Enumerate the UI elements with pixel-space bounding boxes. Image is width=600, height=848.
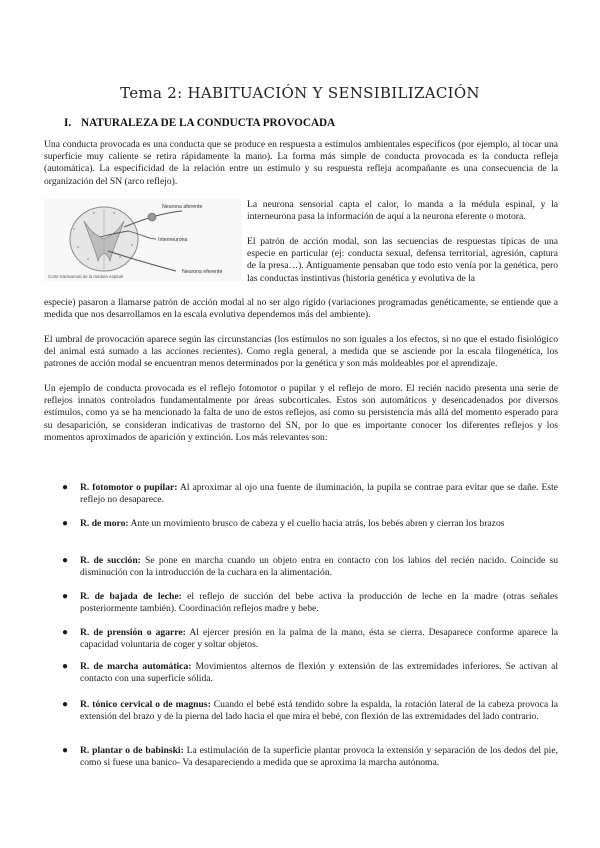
- reflex-description: Ante un movimiento brusco de cabeza y el cuello hacia atrás, los bebés abren y cierran los brazos: [128, 518, 505, 529]
- reflex-description: Movimientos alternos de flexión y extensión de las extremidades inferiores. Se activan al contacto con una superficie sólida.: [80, 661, 558, 685]
- dorsal-root-ganglion: [148, 213, 156, 221]
- list-item: [62, 699, 558, 724]
- bullet: ●: [62, 591, 69, 602]
- spinal-cord-reflex-arc-figure: [44, 199, 242, 281]
- reflex-name: R. de succión:: [80, 555, 141, 566]
- reflex-description: La estimulación de la superficie plantar provoca la extensión y separación de los dedos del pie, como si fuese una banico- Va desapareciendo a medida que se aproxima la marcha autónoma.: [80, 745, 558, 769]
- reflex-name: R. tónico cervical o de magnus:: [80, 699, 211, 710]
- list-item: [62, 745, 558, 770]
- bullet: ●: [62, 745, 69, 756]
- page-title: Tema 2: HABITUACIÓN Y SENSIBILIZACIÓN: [120, 84, 480, 102]
- paragraph-3-part-a: El patrón de acción modal, son las secuencias de respuestas típicas de una especie en particular (ej: conducta sexual, defensa territorial, agresión, captura de la presa…). Antiguamente pensaban que todo esto venía por la genética, pero las conductas instintivas (historia genética y evolutiva de la: [247, 236, 558, 284]
- reflex-name: R. plantar o de babinski:: [80, 745, 184, 756]
- label-interneuron: Interneurona: [158, 237, 188, 243]
- bullet: ●: [62, 627, 69, 638]
- label-efferent: Neurona eferente: [182, 269, 223, 275]
- bullet: ●: [62, 555, 69, 566]
- reflex-description: Al aproximar al ojo una fuente de iluminación, la pupila se contrae para evitar que se dañe. Este reflejo no desaparece.: [80, 482, 558, 506]
- reflex-description: Al ejercer presión en la palma de la mano, ésta se cierra. Desaparece conforme aparece la capacidad voluntaria de coger y soltar objetos.: [80, 627, 558, 651]
- reflex-name: R. de marcha automática:: [80, 661, 192, 672]
- list-item: [62, 627, 558, 652]
- list-item: [62, 482, 558, 507]
- paragraph-2: La neurona sensorial capta el calor, lo manda a la médula espinal, y la interneurona pasa la información de aquí a la neurona eferente o motora.: [247, 199, 558, 223]
- reflex-description: el reflejo de succión del bebe activa la producción de leche en la madre (otras señales posteriormente también). Coordinación reflejos madre y bebe.: [80, 591, 558, 615]
- label-afferent: Neurona aferente: [162, 204, 203, 210]
- reflex-name: R. de prensión o agarre:: [80, 627, 186, 638]
- bullet: ●: [62, 699, 69, 710]
- section-title: NATURALEZA DE LA CONDUCTA PROVOCADA: [81, 117, 336, 129]
- paragraph-5: Un ejemplo de conducta provocada es el reflejo fotomotor o pupilar y el reflejo de moro. El recién nacido presenta una serie de reflejos innatos controlados fundamentalmente por áreas subcorticales. Estos son automáticos y desencadenados por diversos estímulos, como ya se ha mencionado la falta de uno de estos reflejos, así como su persistencia más allá del momento esperado para su desaparición, se consideran indicativas de trastorno del SN, por lo que es importante conocer los diferentes reflejos y los momentos aproximados de aparición y extinción. Los más relevantes son:: [44, 383, 558, 443]
- paragraph-3-part-b: especie) pasaron a llamarse patrón de acción modal al no ser algo rígido (variaciones programadas genéticamente, se entiende que a medida que nos desarrollamos en la escala evolutiva dependemos más del ambiente).: [44, 297, 558, 321]
- paragraph-4: El umbral de provocación aparece según las circunstancias (los estímulos no son iguales a los efectos, si no que el estado fisiológico del animal está sumado a las acciones recientes). Como regla general, a medida que se asciende por la escala filogenética, los patrones de acción modal se encuentran menos determinados por la genética y son más moldeables por el aprendizaje.: [44, 334, 558, 370]
- reflex-description: Cuando el bebé está tendido sobre la espalda, la rotación lateral de la cabeza provoca la extensión del brazo y de la pierna del lado hacia el que mira el bebé, con flexión de las extremidades del lado contrario.: [80, 699, 558, 723]
- reflex-name: R. de bajada de leche:: [80, 591, 182, 602]
- reflex-description: Se pone en marcha cuando un objeto entra en contacto con los labios del recién nacido. Coincide su disminución con la introducción de la cuchara en la alimentación.: [80, 555, 558, 579]
- list-item: [62, 518, 558, 530]
- bullet: ●: [62, 661, 69, 672]
- paragraph-1: Una conducta provocada es una conducta que se produce en respuesta a estímulos ambientales específicos (por ejemplo, al tocar una superficie muy caliente se retira rápidamente la mano). La forma más simple de conducta provocada es la conducta refleja (automática). La especificidad de la relación entre un estímulo y su respuesta refleja acompañante es una consecuencia de la organización del SN (arco reflejo).: [44, 139, 558, 187]
- bullet: ●: [62, 518, 69, 529]
- section-heading: [64, 117, 335, 129]
- list-item: [62, 591, 558, 616]
- figure-caption: Corte transversal de la médula espinal: [48, 274, 123, 279]
- reflex-name: R. de moro:: [80, 518, 129, 529]
- bullet: ●: [62, 482, 69, 493]
- section-number: I.: [64, 117, 72, 129]
- reflex-name: R. fotomotor o pupilar:: [80, 482, 178, 493]
- list-item: [62, 555, 558, 580]
- list-item: [62, 661, 558, 686]
